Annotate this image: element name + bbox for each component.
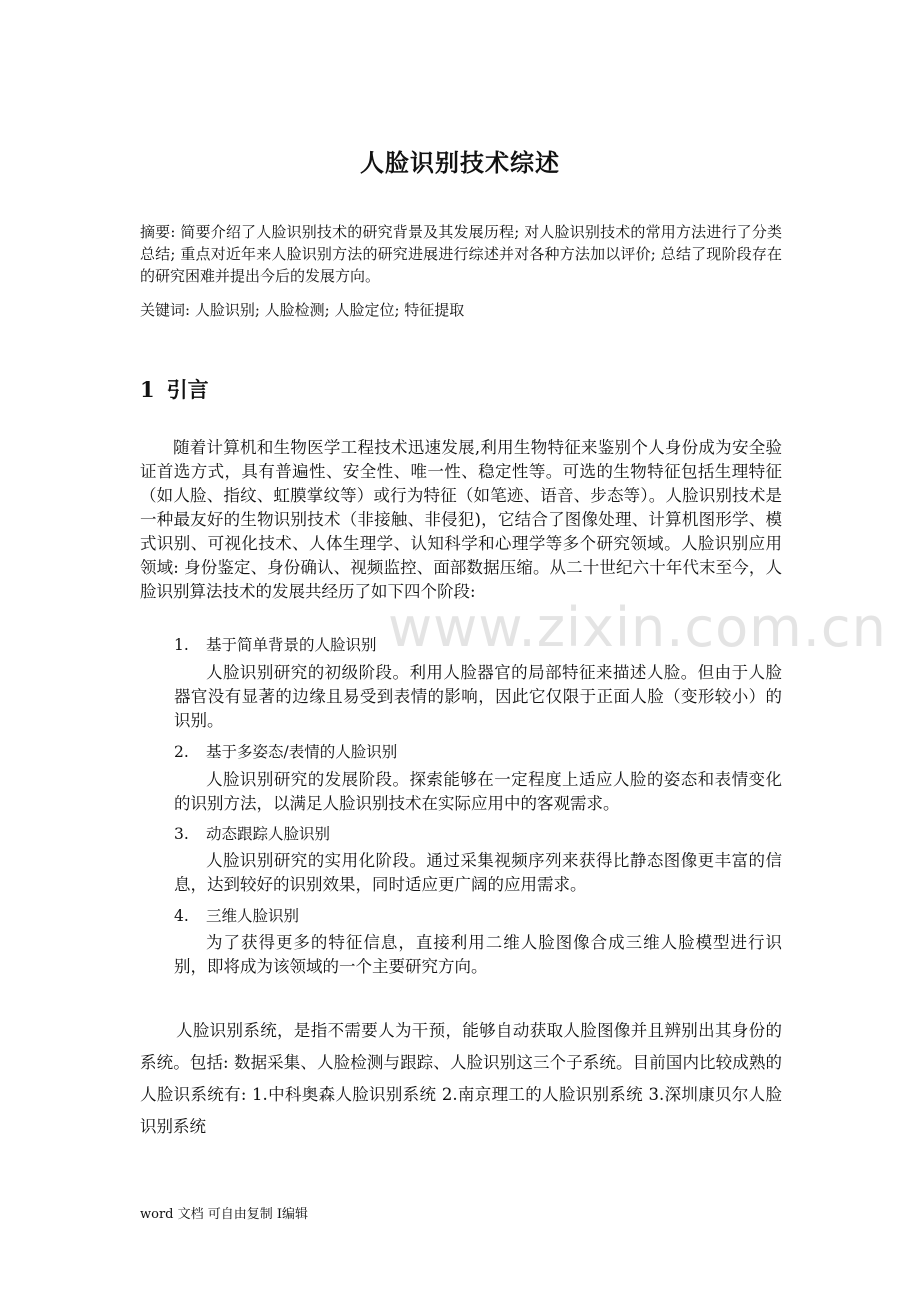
stage-title: 基于多姿态/表情的人脸识别 (206, 743, 398, 761)
stage-heading (174, 822, 330, 844)
stage-heading (174, 633, 377, 655)
page-footer: word 文档 可自由复制 I编辑 (140, 1207, 309, 1222)
stage-description: 人脸识别研究的实用化阶段。通过采集视频序列来获得比静态图像更丰富的信息，达到较好的识别效果，同时适应更广阔的应用需求。 (174, 851, 782, 894)
abstract-text: 摘要: 简要介绍了人脸识别技术的研究背景及其发展历程; 对人脸识别技术的常用方法进行了分类总结; 重点对近年来人脸识别方法的研究进展进行综述并对各种方法加以评价; 总结了现阶段存在的研究困难并提出今后的发展方向。 (140, 223, 782, 285)
stage-description: 人脸识别研究的初级阶段。利用人脸器官的局部特征来描述人脸。但由于人脸器官没有显著的边缘且易受到表情的影响，因此它仅限于正面人脸（变形较小）的识别。 (174, 663, 782, 730)
summary-paragraph: 人脸识别系统，是指不需要人为干预，能够自动获取人脸图像并且辨别出其身份的系统。包括: 数据采集、人脸检测与跟踪、人脸识别这三个子系统。目前国内比较成熟的人脸识系统有: 1.中科奥森人脸识别系统 2.南京理工的人脸识别系统 3.深圳康贝尔人脸识别系统 (140, 1021, 782, 1136)
stage-heading (174, 904, 299, 926)
stage-title: 动态跟踪人脸识别 (206, 825, 331, 843)
stage-number: 2. (174, 743, 189, 761)
keywords: 关键词: 人脸识别; 人脸检测; 人脸定位; 特征提取 (140, 301, 465, 319)
document-title: 人脸识别技术综述 (360, 148, 560, 177)
section-heading (140, 374, 209, 404)
section-number: 1 (140, 377, 155, 402)
stage-title: 基于简单背景的人脸识别 (206, 636, 377, 654)
stage-number: 1. (174, 636, 189, 654)
stage-number: 4. (174, 907, 189, 925)
stage-description: 为了获得更多的特征信息，直接利用二维人脸图像合成三维人脸模型进行识别，即将成为该领域的一个主要研究方向。 (174, 933, 782, 976)
stage-number: 3. (174, 825, 189, 843)
watermark: www.zixin.com.cn (388, 596, 887, 659)
intro-paragraph: 随着计算机和生物医学工程技术迅速发展,利用生物特征来鉴别个人身份成为安全验证首选方式，具有普遍性、安全性、唯一性、稳定性等。可选的生物特征包括生理特征（如人脸、指纹、虹膜掌纹等）或行为特征（如笔迹、语音、步态等）。人脸识别技术是一种最友好的生物识别技术（非接触、非侵犯)，它结合了图像处理、计算机图形学、模式识别、可视化技术、人体生理学、认知科学和心理学等多个研究领域。人脸识别应用领域: 身份鉴定、身份确认、视频监控、面部数据压缩。从二十世纪六十年代末至今，人脸识别算法技术的发展共经历了如下四个阶段: (140, 438, 782, 601)
stage-heading (174, 740, 397, 762)
stage-description: 人脸识别研究的发展阶段。探索能够在一定程度上适应人脸的姿态和表情变化的识别方法，以满足人脸识别技术在实际应用中的客观需求。 (174, 770, 782, 813)
section-title: 引言 (166, 377, 209, 402)
stage-title: 三维人脸识别 (206, 907, 300, 925)
